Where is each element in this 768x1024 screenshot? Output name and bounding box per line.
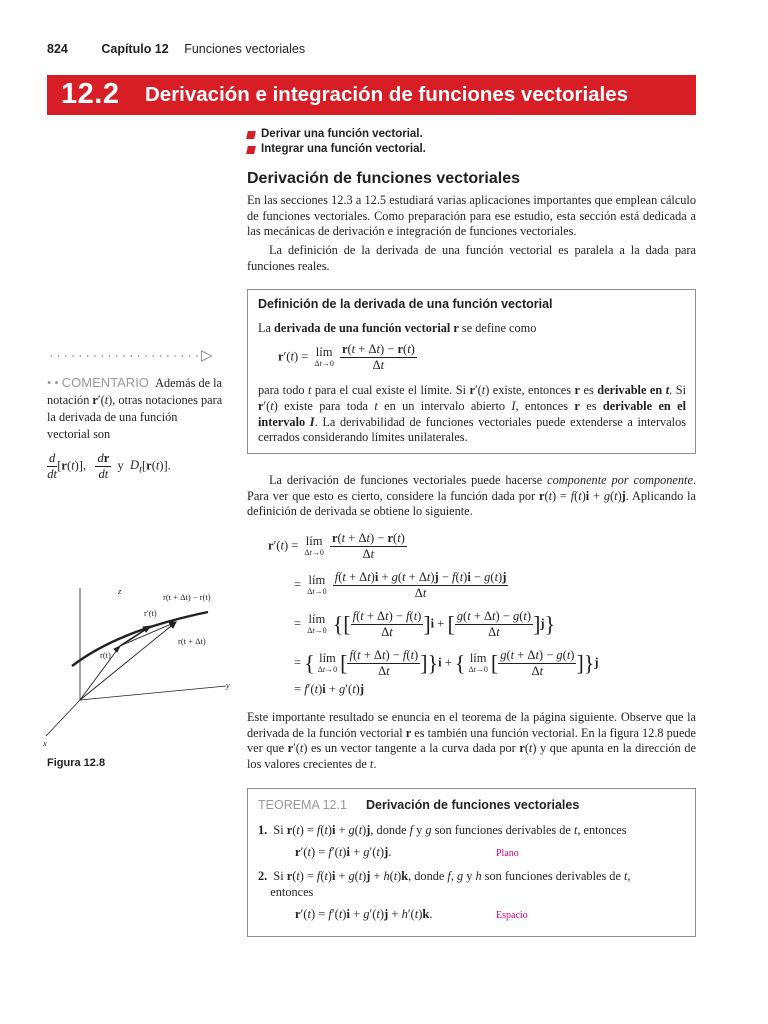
square-bullet-icon <box>246 146 256 154</box>
derivation-step-1: r′(t) = lím Δt→0 $\frac{r(t + \Delta t) - r(t)}{\Delta t}$ <box>268 531 405 561</box>
x-label: x <box>43 738 47 748</box>
theorem-formula-2: r′(t) = f′(t)i + g′(t)j + h′(t)k. <box>295 907 433 921</box>
rprime-label: r′(t) <box>144 608 157 618</box>
subheading: Derivación de funciones vectoriales <box>247 170 520 187</box>
section-number: 12.2 <box>61 78 120 110</box>
section-heading-bar <box>47 75 696 115</box>
definition-formula: r′(t) = lím Δt→0 $\frac{r(t + \Delta t) - r(t)}{\Delta t}$ <box>278 342 415 372</box>
y-axis <box>80 686 226 700</box>
section-title: Derivación e integración de funciones vectoriales <box>145 83 629 106</box>
chapter-label: Capítulo 12 <box>101 42 169 56</box>
intro-paragraph-2: La definición de la derivada de una función vectorial es paralela a la dada para funciones reales. <box>247 243 696 273</box>
objective-item: Derivar una función vectorial. <box>247 127 426 142</box>
dotted-pointer-icon <box>47 350 217 362</box>
theorem-label: TEOREMA 12.1 <box>258 798 347 812</box>
derivation-step-2: = lím Δt→0 $\frac{f(t + \Delta t)i + g(t + \Delta t)j - f(t)i - g(t)j}{\Delta t}$ <box>294 570 507 600</box>
x-axis <box>46 700 80 736</box>
theorem-title: Derivación de funciones vectoriales <box>366 798 580 812</box>
alternate-notations: $\frac{d}{dt}$ [r(t)], $\frac{dr}{dt}$ y $D_t[r(t)]$. <box>47 451 171 481</box>
figure-caption: Figura 12.8 <box>47 757 106 769</box>
theorem-box <box>247 788 696 937</box>
note-espacio: Espacio <box>496 910 528 921</box>
theorem-item-1: 1. Si r(t) = f(t)i + g(t)j, donde f y g son funciones derivables de t, entonces <box>258 823 627 837</box>
theorem-item-2: 2. Si r(t) = f(t)i + g(t)j + h(t)k, donde f, g y h son funciones derivables de t, entonces <box>258 869 631 899</box>
vector-r-t-dt <box>80 622 176 700</box>
derivation-step-5: = f′(t)i + g′(t)j <box>294 682 365 696</box>
theorem-formula-1: r′(t) = f′(t)i + g′(t)j. <box>295 845 392 859</box>
comentario-label: COMENTARIO <box>61 375 149 390</box>
comentario-note: • • COMENTARIO Además de la notación r′(t), otras notaciones para la derivada de una función vectorial son $\frac{d}{dt}$ [r(t)], $\frac{dr}{dt}$ y $D_t[r(t)]$. <box>47 375 223 481</box>
result-paragraph: Este importante resultado se enuncia en el teorema de la página siguiente. Observe que la derivada de la función vectorial r es también una función vectorial. En la figura 12.8 puede ver que r′(t) es un vector tangente a la curva dada por r(t) y que apunta en la dirección de los valores crecientes de t. <box>247 710 697 771</box>
note-plano: Plano <box>496 848 519 859</box>
page-number: 824 <box>47 42 68 56</box>
definition-heading: Definición de la derivada de una función vectorial <box>258 297 553 311</box>
figure-12-8 <box>40 582 245 752</box>
objectives-list <box>247 127 426 157</box>
y-label: y <box>226 680 230 690</box>
derivation-step-4: = { lím Δt→0 [ $\frac{f(t + \Delta t) - f(t)}{\Delta t}$ ]}i + { lím Δt→0 [ $\frac{g(t + \Delta t) - g(t)}{\Delta t}$ ]}j <box>294 648 599 678</box>
definition-intro: La derivada de una función vectorial r se define como <box>258 321 537 335</box>
r-t-label: r(t) <box>100 650 111 660</box>
r-t-dt-label: r(t + Δt) <box>178 636 206 646</box>
difference-label: r(t + Δt) − r(t) <box>163 592 211 602</box>
definition-conditions: para todo t para el cual existe el límite. Si r′(t) existe, entonces r es derivable en t. Si r′(t) existe para toda t en un intervalo abierto I, entonces r es derivable en el intervalo I. La derivabilidad de funciones vectoriales puede extenderse a intervalos cerrados considerando límites unilaterales. <box>258 383 686 445</box>
chapter-title: Funciones vectoriales <box>184 42 306 56</box>
derivation-step-3: = lím Δt→0 {[ $\frac{f(t + \Delta t) - f(t)}{\Delta t}$ ]i + [ $\frac{g(t + \Delta t) - g(t)}{\Delta t}$ ]j} <box>294 609 556 639</box>
running-header <box>47 42 305 56</box>
definition-box <box>247 289 696 454</box>
square-bullet-icon <box>246 131 256 139</box>
component-paragraph: La derivación de funciones vectoriales puede hacerse componente por componente. Para ver que esto es cierto, considere la función dada por r(t) = f(t)i + g(t)j. Aplicando la definición de derivada se obtiene lo siguiente. <box>247 473 696 519</box>
intro-paragraph: En las secciones 12.3 a 12.5 estudiará varias aplicaciones importantes que emplean cálculo de funciones vectoriales. Como preparación para ese estudio, esta sección está dedicada a las mecánicas de derivación e integración de funciones vectoriales. <box>247 193 696 239</box>
z-label: z <box>118 586 122 596</box>
objective-item: Integrar una función vectorial. <box>247 142 426 157</box>
